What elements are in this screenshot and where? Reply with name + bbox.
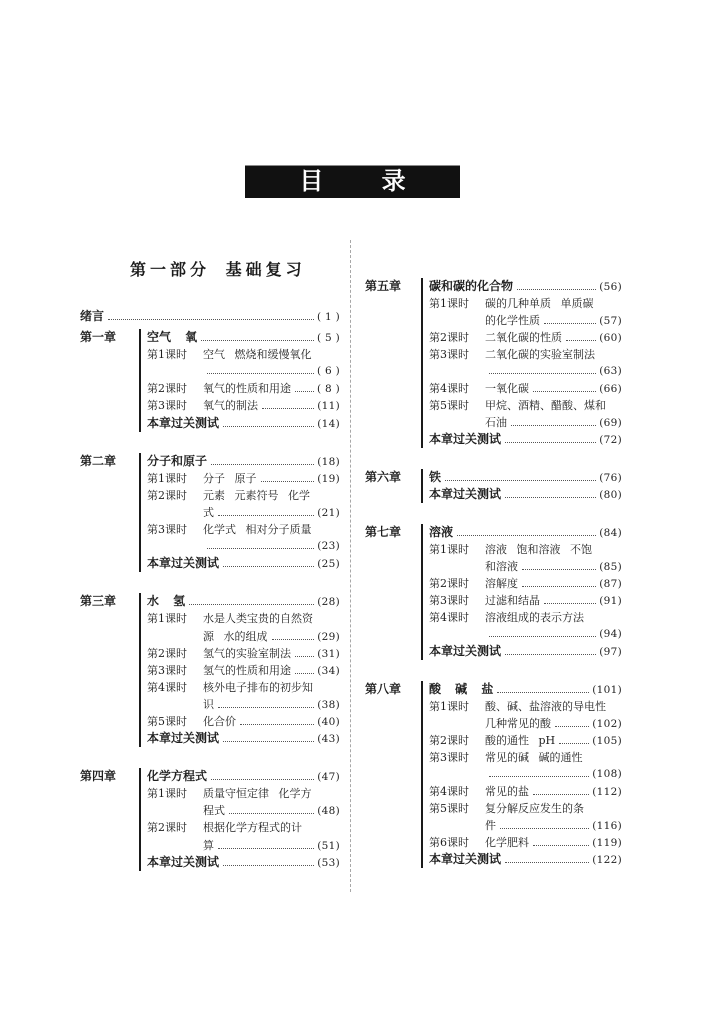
lesson-title: 几种常见的酸 [485,717,551,730]
lesson-continuation-row [429,414,622,431]
lesson-row [147,785,340,802]
chapter-test-row [147,555,340,572]
chapter-test-label: 本章过关测试 [429,644,502,658]
lesson-title: 常见的碱 碱的通性 [485,751,583,764]
lesson-label: 第1课时 [429,543,469,556]
page-number: (31) [317,647,340,660]
lesson-row [429,346,622,363]
toc-title-banner [245,165,460,198]
lesson-row [147,679,340,696]
page-number: (29) [317,630,340,643]
lesson-title: 一氧化碳 [485,382,529,395]
lesson-row [147,397,340,414]
lesson-continuation-row [429,766,622,783]
dot-leader [218,848,314,849]
chapter-test-row [429,643,622,660]
lesson-label: 第1课时 [147,348,187,362]
lesson-continuation-row [429,363,622,380]
lesson-title: 质量守恒定律 化学方 [203,787,312,801]
chapter-title-row [429,681,622,698]
lesson-title: 化学肥料 [485,836,529,849]
chapter-test-row [429,486,622,503]
dot-leader [497,692,589,693]
page-number: (119) [592,837,622,849]
dot-leader [555,726,589,727]
lesson-title: 化学式 相对分子质量 [203,523,312,537]
dot-leader [108,319,314,320]
lesson-label: 第4课时 [429,785,469,798]
lesson-row [429,800,622,817]
dot-leader [522,569,596,570]
lesson-continuation-row [147,363,340,380]
lesson-continuation-row [429,626,622,643]
lesson-label: 第2课时 [429,577,469,590]
dot-leader [223,865,314,866]
dot-leader [189,604,314,605]
chapter-block [80,329,340,432]
page-number: (57) [599,315,622,327]
chapter-test-row [147,415,340,432]
dot-leader [445,480,596,481]
lesson-row [429,295,622,312]
chapter-body [139,593,340,747]
page-number: (80) [599,489,622,501]
chapter-title-row [147,768,340,785]
page-number: (76) [599,472,622,484]
lesson-row [147,521,340,538]
chapter-title: 酸 碱 盐 [429,682,494,696]
page-number: ( 1 ) [316,311,340,323]
chapter-test-label: 本章过关测试 [429,487,502,501]
page-number: (48) [317,805,340,818]
lesson-continuation-row [429,715,622,732]
dot-leader [533,845,589,846]
intro-row [80,308,340,325]
page-number: (112) [592,786,622,798]
lesson-row [429,834,622,851]
lesson-label: 第3课时 [147,399,187,413]
lesson-title: 程式 [203,804,225,818]
dot-leader [559,743,589,744]
dot-leader [218,515,314,516]
lesson-label: 第2课时 [147,821,187,835]
chapter-title: 化学方程式 [147,769,208,784]
dot-leader [533,391,596,392]
dot-leader [295,673,314,674]
lesson-title: 二氧化碳的实验室制法 [485,348,595,361]
chapter-test-label: 本章过关测试 [147,731,220,746]
lesson-row [147,662,340,679]
lesson-title: 算 [203,838,214,852]
dot-leader [201,340,314,341]
dot-leader [522,586,596,587]
lesson-label: 第2课时 [147,382,187,396]
dot-leader [511,425,596,426]
lesson-title: 溶液 饱和溶液 不饱 [485,543,592,556]
chapter-block [80,453,340,573]
dot-leader [240,724,314,725]
page-number: (63) [599,365,622,377]
chapter-body [139,453,340,573]
chapter-body [421,524,622,660]
lesson-row [147,713,340,730]
intro-label: 绪言 [80,309,105,323]
lesson-label: 第4课时 [429,611,469,624]
chapter-block [362,681,622,868]
chapter-title-row [147,329,340,346]
dot-leader [211,464,314,465]
chapter-block [80,768,340,871]
lesson-row [429,397,622,414]
lesson-title: 识 [203,697,214,711]
lesson-row [147,819,340,836]
dot-leader [544,323,596,324]
chapter-test-row [147,854,340,871]
lesson-title: 氧气的性质和用途 [203,382,291,396]
chapter-test-label: 本章过关测试 [147,854,220,869]
lesson-row [147,610,340,627]
page-number: (19) [317,472,340,485]
dot-leader [223,741,314,742]
lesson-title: 水是人类宝贵的自然资 [203,612,313,626]
part-title: 第一部分 基础复习 [130,260,306,279]
chapter-title-row [429,469,622,486]
chapter-label: 第八章 [365,682,402,696]
lesson-label: 第2课时 [147,488,187,502]
lesson-label: 第2课时 [429,331,469,344]
page-number: (102) [592,718,622,730]
page-number: (94) [599,628,622,640]
page-number: ( 6 ) [316,365,340,378]
page-number: (43) [317,733,340,746]
lesson-continuation-row [147,628,340,645]
column-divider [350,240,351,892]
page-number: (108) [592,768,622,780]
page-number: (51) [317,839,340,852]
lesson-title: 甲烷、酒精、醋酸、煤和 [485,399,606,412]
lesson-label: 第3课时 [429,594,469,607]
toc-right-column [362,278,622,868]
chapter-test-label: 本章过关测试 [429,432,502,446]
lesson-row [429,783,622,800]
right-chapter-list [362,278,622,868]
lesson-row [429,698,622,715]
dot-leader [544,603,596,604]
lesson-continuation-row [429,558,622,575]
dot-leader [223,426,314,427]
lesson-row [147,380,340,397]
page-number: (14) [317,417,340,430]
lesson-continuation-row [147,837,340,854]
lesson-label: 第1课时 [429,700,469,713]
lesson-row [147,487,340,504]
chapter-label: 第六章 [365,470,402,484]
dot-leader [229,813,314,814]
chapter-title: 铁 [429,470,442,484]
dot-leader [207,373,314,374]
chapter-label: 第一章 [80,330,117,345]
chapter-body [421,681,622,868]
dot-leader [505,442,596,443]
chapter-title-row [429,278,622,295]
chapter-label: 第三章 [80,594,117,609]
page-number: ( 5 ) [316,332,340,345]
lesson-label: 第4课时 [147,680,187,694]
lesson-row [429,749,622,766]
lesson-row [147,470,340,487]
lesson-row [429,329,622,346]
dot-leader [218,707,314,708]
chapter-body [421,469,622,503]
lesson-row [429,541,622,558]
dot-leader [272,639,315,640]
lesson-label: 第1课时 [147,787,187,801]
lesson-title: 件 [485,819,496,832]
lesson-title: 源 水的组成 [203,629,268,643]
lesson-title: 元素 元素符号 化学 [203,488,310,502]
page-number: (66) [599,383,622,395]
page-number: (72) [599,434,622,446]
page-number: (105) [592,735,622,747]
toc-title: 目 录 [299,167,406,195]
chapter-title-row [147,453,340,470]
chapter-title-row [147,593,340,610]
dot-leader [505,654,596,655]
dot-leader [295,391,314,392]
chapter-block [362,524,622,660]
lesson-continuation-row [429,312,622,329]
dot-leader [262,408,314,409]
lesson-row [147,346,340,363]
page-number: (18) [317,455,340,468]
dot-leader [517,289,596,290]
chapter-test-label: 本章过关测试 [147,556,220,571]
chapter-title: 碳和碳的化合物 [429,279,514,293]
lesson-title: 二氧化碳的性质 [485,331,562,344]
lesson-row [429,380,622,397]
lesson-label: 第1课时 [147,471,187,485]
dot-leader [489,636,596,637]
chapter-block [362,278,622,448]
lesson-label: 第5课时 [147,714,187,728]
chapter-label: 第四章 [80,769,117,784]
lesson-title: 酸的通性 pH [485,734,556,747]
lesson-label: 第3课时 [429,348,469,361]
page-number: (38) [317,698,340,711]
lesson-continuation-row [429,817,622,834]
dot-leader [207,548,314,549]
page-number: (25) [317,558,340,571]
lesson-label: 第3课时 [147,663,187,677]
chapter-title: 溶液 [429,525,454,539]
lesson-title: 式 [203,505,214,519]
lesson-title: 氢气的性质和用途 [203,663,291,677]
page-number: (21) [317,506,340,519]
lesson-title: 溶液组成的表示方法 [485,611,584,624]
page-number: (47) [317,771,340,784]
dot-leader [505,497,596,498]
page-number: (56) [599,281,622,293]
toc-left-column [80,308,340,871]
lesson-label: 第1课时 [429,297,469,310]
chapter-label: 第七章 [365,525,402,539]
chapter-label: 第五章 [365,279,402,293]
page-number: ( 8 ) [316,383,340,396]
dot-leader [261,481,315,482]
chapter-body [139,768,340,871]
page-number: (28) [317,596,340,609]
lesson-row [429,575,622,592]
chapter-label: 第二章 [80,453,117,468]
lesson-row [147,645,340,662]
lesson-title: 和溶液 [485,560,518,573]
chapter-test-label: 本章过关测试 [429,852,502,866]
chapter-test-row [429,431,622,448]
page-number: (23) [317,540,340,553]
dot-leader [295,656,314,657]
lesson-title: 空气 燃烧和缓慢氧化 [203,348,312,362]
lesson-label: 第3课时 [429,751,469,764]
chapter-title: 空气 氧 [147,330,198,345]
lesson-row [429,609,622,626]
left-chapter-list [80,329,340,871]
dot-leader [211,779,314,780]
page-number: (122) [592,854,622,866]
chapter-block [80,593,340,747]
dot-leader [489,776,589,777]
page-number: (91) [599,595,622,607]
lesson-continuation-row [147,802,340,819]
page-number: (40) [317,715,340,728]
lesson-label: 第1课时 [147,612,187,626]
lesson-title: 核外电子排布的初步知 [203,680,313,694]
dot-leader [457,535,596,536]
page-number: (101) [592,684,622,696]
chapter-title: 分子和原子 [147,453,208,468]
lesson-label: 第3课时 [147,523,187,537]
dot-leader [533,794,589,795]
dot-leader [500,828,589,829]
chapter-test-row [429,851,622,868]
dot-leader [223,566,314,567]
chapter-body [421,278,622,448]
page-number: (87) [599,578,622,590]
page-number: (116) [592,820,622,832]
page-number: (69) [599,417,622,429]
lesson-title: 复分解反应发生的条 [485,802,584,815]
lesson-title: 过滤和结晶 [485,594,540,607]
page-number: (97) [599,646,622,658]
lesson-label: 第2课时 [429,734,469,747]
lesson-label: 第4课时 [429,382,469,395]
page-number: (34) [317,664,340,677]
chapter-test-label: 本章过关测试 [147,415,220,430]
page-number: (53) [317,856,340,869]
lesson-title: 石油 [485,416,507,429]
lesson-continuation-row [147,538,340,555]
lesson-title: 碳的几种单质 单质碳 [485,297,594,310]
lesson-row [429,732,622,749]
dot-leader [489,373,596,374]
lesson-title: 氧气的制法 [203,399,258,413]
chapter-title: 水 氢 [147,594,186,609]
lesson-row [429,592,622,609]
chapter-body [139,329,340,432]
dot-leader [566,340,596,341]
page-number: (60) [599,332,622,344]
lesson-continuation-row [147,696,340,713]
lesson-label: 第2课时 [147,646,187,660]
lesson-title: 酸、碱、盐溶液的导电性 [485,700,606,713]
lesson-title: 常见的盐 [485,785,529,798]
lesson-title: 溶解度 [485,577,518,590]
lesson-continuation-row [147,504,340,521]
page-number: (11) [317,400,340,413]
lesson-label: 第5课时 [429,399,469,412]
chapter-block [362,469,622,503]
lesson-title: 根据化学方程式的计 [203,821,302,835]
page-number: (84) [599,527,622,539]
dot-leader [505,862,589,863]
lesson-title: 化合价 [203,714,236,728]
chapter-test-row [147,730,340,747]
lesson-title: 氢气的实验室制法 [203,646,291,660]
lesson-label: 第5课时 [429,802,469,815]
page-number: (85) [599,561,622,573]
chapter-title-row [429,524,622,541]
lesson-label: 第6课时 [429,836,469,849]
lesson-title: 的化学性质 [485,314,540,327]
lesson-title: 分子 原子 [203,471,257,485]
